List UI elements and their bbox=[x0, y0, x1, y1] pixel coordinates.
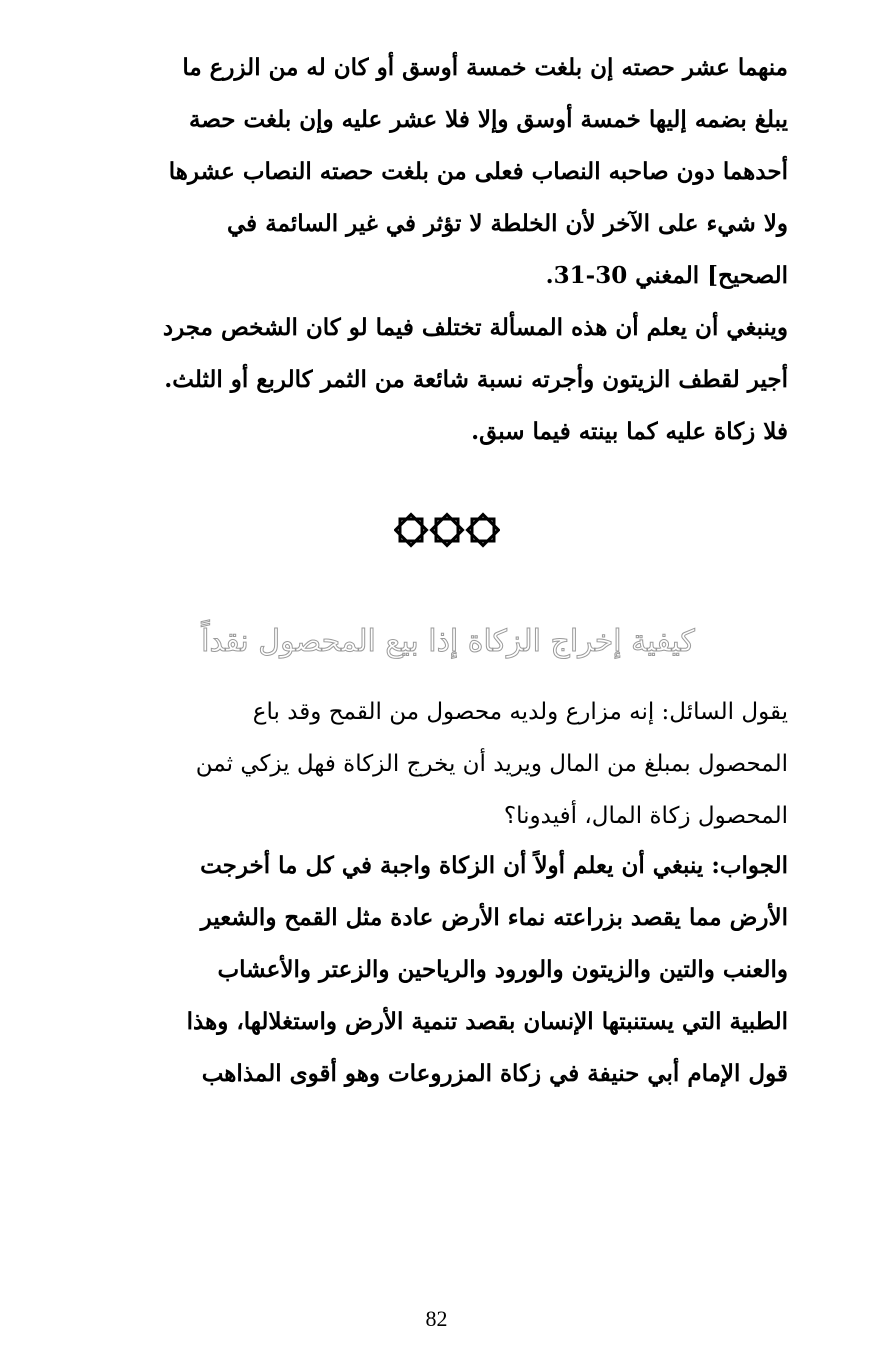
text-line: يقول السائل: إنه مزارع ولديه محصول من القمح وقد باع bbox=[252, 699, 788, 725]
three-star-ornament-icon bbox=[394, 508, 500, 552]
text-line: يبلغ بضمه إليها خمسة أوسق وإلا فلا عشر عليه وإن بلغت حصة bbox=[189, 106, 788, 133]
section-heading: كيفية إخراج الزكاة إذا بيع المحصول نقداً bbox=[201, 624, 695, 659]
text-line: المحصول زكاة المال، أفيدونا؟ bbox=[503, 803, 788, 829]
text-line: أجير لقطف الزيتون وأجرته نسبة شائعة من الثمر كالربع أو الثلث. bbox=[164, 366, 788, 393]
top-paragraph bbox=[108, 42, 788, 458]
text-line: والعنب والتين والزيتون والورود والرياحين والزعتر والأعشاب bbox=[217, 956, 788, 983]
answer-paragraph bbox=[108, 840, 788, 1100]
text-line: قول الإمام أبي حنيفة في زكاة المزروعات وهو أقوى المذاهب bbox=[201, 1060, 788, 1087]
text-line: الطبية التي يستنبتها الإنسان بقصد تنمية الأرض واستغلالها، وهذا bbox=[186, 1008, 788, 1035]
page-number: 82 bbox=[425, 1306, 448, 1331]
question-paragraph bbox=[108, 686, 788, 842]
text-line: منهما عشر حصته إن بلغت خمسة أوسق أو كان له من الزرع ما bbox=[182, 54, 788, 81]
text-line: ولا شيء على الآخر لأن الخلطة لا تؤثر في غير السائمة في bbox=[227, 210, 788, 237]
text-line: المحصول بمبلغ من المال ويريد أن يخرج الزكاة فهل يزكي ثمن bbox=[195, 751, 788, 777]
text-line: فلا زكاة عليه كما بينته فيما سبق. bbox=[471, 418, 788, 445]
text-line: الأرض مما يقصد بزراعته نماء الأرض عادة مثل القمح والشعير bbox=[200, 904, 788, 931]
text-line: وينبغي أن يعلم أن هذه المسألة تختلف فيما لو كان الشخص مجرد bbox=[162, 314, 788, 341]
text-line: الجواب: ينبغي أن يعلم أولاً أن الزكاة واجبة في كل ما أخرجت bbox=[200, 852, 788, 879]
text-line: الصحيح] المغني 30-31. bbox=[545, 262, 788, 289]
text-line: أحدهما دون صاحبه النصاب فعلى من بلغت حصته النصاب عشرها bbox=[168, 158, 788, 185]
